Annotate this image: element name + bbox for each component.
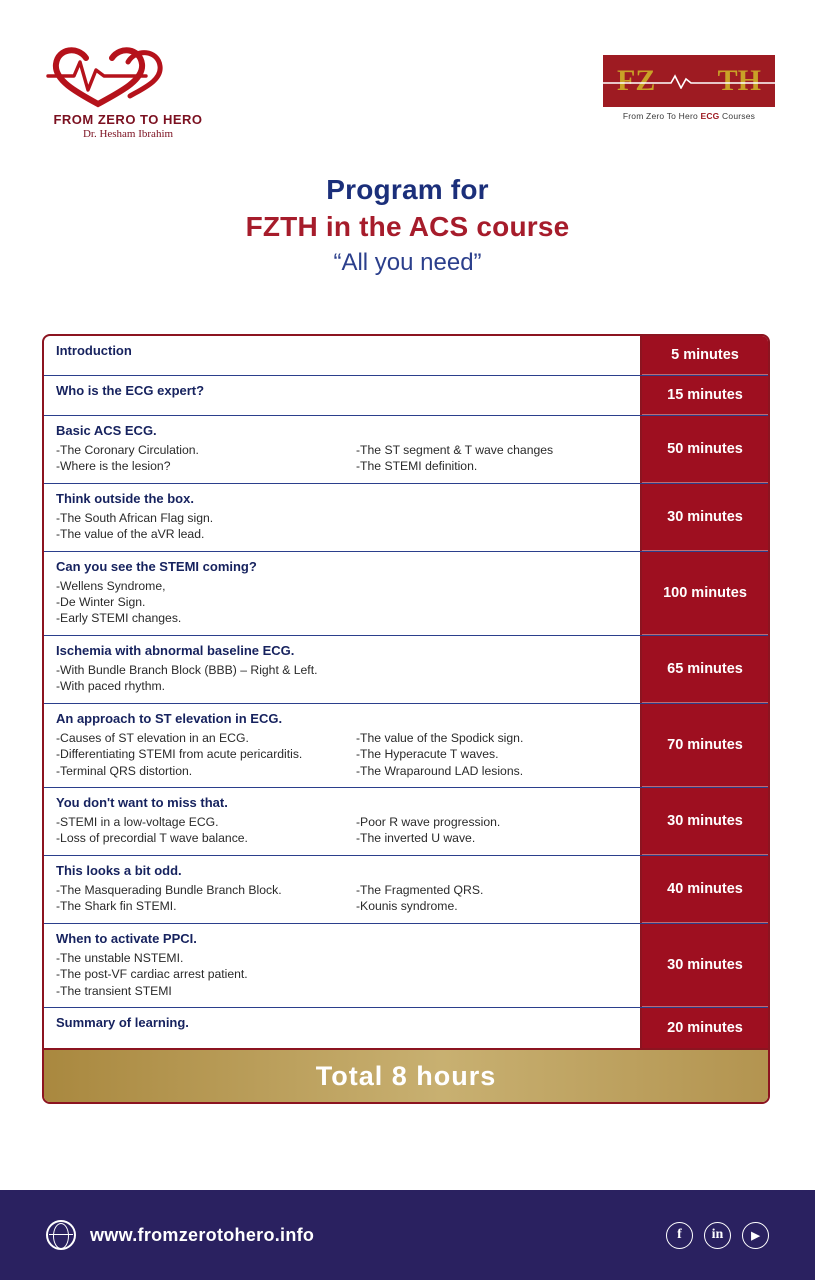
topic-subitem: -Terminal QRS distortion. <box>56 763 193 778</box>
topic-subitem-column <box>56 950 356 999</box>
topic-subitem: -The Fragmented QRS. <box>356 882 484 897</box>
table-cell-topic <box>44 1008 642 1048</box>
topic-subitem-column <box>56 882 356 915</box>
topic-subitem-column <box>56 814 356 847</box>
topic-subitem-column <box>56 578 356 627</box>
footer-website-group[interactable] <box>46 1220 314 1250</box>
linkedin-icon[interactable]: in <box>704 1222 731 1249</box>
topic-title: This looks a bit odd. <box>56 862 182 878</box>
topic-subitem: -STEMI in a low-voltage ECG. <box>56 814 219 829</box>
topic-subitem: -The inverted U wave. <box>356 831 476 846</box>
topic-subitem: -The Wraparound LAD lesions. <box>356 763 524 778</box>
logo-th-text: TH <box>717 64 761 97</box>
topic-subitem: -The post-VF cardiac arrest patient. <box>56 967 248 982</box>
topic-title: Summary of learning. <box>56 1015 189 1031</box>
topic-title: An approach to ST elevation in ECG. <box>56 710 283 726</box>
table-cell-duration: 20 minutes <box>642 1008 768 1048</box>
topic-subitem: -Loss of precordial T wave balance. <box>56 831 248 846</box>
page-title-line1: Program for <box>326 174 489 205</box>
program-table <box>42 334 770 1104</box>
topic-subitem-column <box>356 442 553 475</box>
logo-author-text: Dr. Hesham Ibrahim <box>82 128 174 140</box>
topic-subitem: -Kounis syndrome. <box>356 899 458 914</box>
social-links <box>666 1222 769 1249</box>
table-cell-duration: 5 minutes <box>642 336 768 375</box>
topic-subitem: -The transient STEMI <box>56 983 172 998</box>
topic-subitem: -Early STEMI changes. <box>56 611 182 626</box>
page-footer <box>0 1190 815 1280</box>
table-cell-duration: 100 minutes <box>642 552 768 635</box>
topic-subitems <box>56 510 630 543</box>
table-cell-topic <box>44 336 642 375</box>
topic-subitem: -The STEMI definition. <box>356 459 478 474</box>
topic-subitem-column <box>56 510 356 543</box>
page-header <box>0 0 815 160</box>
topic-subitem: -Wellens Syndrome, <box>56 578 166 593</box>
table-row <box>44 336 768 376</box>
table-cell-topic <box>44 552 642 635</box>
topic-subitem-column <box>356 730 536 779</box>
logo-from-zero-to-hero <box>28 40 228 140</box>
table-cell-duration: 40 minutes <box>642 856 768 923</box>
table-row <box>44 704 768 788</box>
ecg-waveform-icon <box>603 73 775 89</box>
topic-subitem-column <box>56 730 356 779</box>
table-cell-duration: 30 minutes <box>642 788 768 855</box>
topic-subitem: -With paced rhythm. <box>56 679 166 694</box>
logo-fzth-ecg-courses <box>603 55 775 121</box>
table-cell-duration: 65 minutes <box>642 636 768 703</box>
topic-subitems <box>56 950 630 999</box>
page-subtitle: “All you need” <box>333 249 482 276</box>
table-cell-duration: 50 minutes <box>642 416 768 483</box>
topic-subitem: -Poor R wave progression. <box>356 814 501 829</box>
facebook-icon[interactable]: f <box>666 1222 693 1249</box>
topic-subitem: -The Masquerading Bundle Branch Block. <box>56 882 282 897</box>
table-row <box>44 924 768 1008</box>
globe-icon <box>46 1220 76 1250</box>
topic-subitem: -The value of the Spodick sign. <box>356 730 524 745</box>
table-row <box>44 484 768 552</box>
topic-subitem: -The Hyperacute T waves. <box>356 747 499 762</box>
topic-subitem: -The Shark fin STEMI. <box>56 899 177 914</box>
table-row <box>44 636 768 704</box>
table-row <box>44 416 768 484</box>
table-row <box>44 856 768 924</box>
table-cell-topic <box>44 924 642 1007</box>
table-row <box>44 552 768 636</box>
topic-title: Ischemia with abnormal baseline ECG. <box>56 642 295 658</box>
logo-brand-text: FROM ZERO TO HERO <box>53 112 203 127</box>
topic-subitem: -The unstable NSTEMI. <box>56 950 184 965</box>
topic-subitem: -With Bundle Branch Block (BBB) – Right & Left. <box>56 662 318 677</box>
topic-subitems <box>56 730 630 779</box>
topic-subitem: -The value of the aVR lead. <box>56 527 205 542</box>
topic-subitem-column <box>56 662 356 695</box>
page-title-line2: FZTH in the ACS course <box>245 211 570 242</box>
topic-subitem-column <box>356 882 536 915</box>
table-row <box>44 1008 768 1048</box>
table-cell-duration: 30 minutes <box>642 484 768 551</box>
topic-title: Who is the ECG expert? <box>56 383 205 398</box>
table-cell-topic <box>44 788 642 855</box>
topic-subitems <box>56 882 630 915</box>
topic-title: Think outside the box. <box>56 490 194 506</box>
table-row <box>44 376 768 416</box>
logo-caption-post: Courses <box>719 111 756 121</box>
logo-fzth-box <box>603 55 775 107</box>
youtube-icon[interactable]: ▶ <box>742 1222 769 1249</box>
topic-subitem-column <box>56 442 356 475</box>
website-url[interactable]: www.fromzerotohero.info <box>90 1224 315 1245</box>
topic-subitem-column <box>356 814 536 847</box>
table-cell-duration: 15 minutes <box>642 376 768 415</box>
logo-caption <box>603 111 775 121</box>
topic-subitem: -Differentiating STEMI from acute pericarditis. <box>56 747 303 762</box>
logo-caption-pre: From Zero To Hero <box>622 111 701 121</box>
topic-subitems <box>56 578 630 627</box>
topic-subitem: -De Winter Sign. <box>56 595 146 610</box>
topic-title: You don't want to miss that. <box>56 795 228 811</box>
topic-subitem: -Where is the lesion? <box>56 459 171 474</box>
table-cell-topic <box>44 856 642 923</box>
table-cell-duration: 70 minutes <box>642 704 768 787</box>
heart-ecg-icon <box>28 40 228 110</box>
topic-title: Basic ACS ECG. <box>56 423 157 438</box>
table-cell-topic <box>44 484 642 551</box>
page-title-block <box>0 174 815 277</box>
table-cell-topic <box>44 416 642 483</box>
topic-subitems <box>56 662 630 695</box>
table-cell-duration: 30 minutes <box>642 924 768 1007</box>
topic-subitem: -Causes of ST elevation in an ECG. <box>56 730 249 745</box>
topic-subitem: -The Coronary Circulation. <box>56 442 199 457</box>
logo-caption-ecg: ECG <box>700 111 720 121</box>
table-row <box>44 788 768 856</box>
table-cell-topic <box>44 376 642 415</box>
topic-title: When to activate PPCI. <box>56 930 197 946</box>
topic-subitem: -The ST segment & T wave changes <box>356 442 554 457</box>
logo-fz-text: FZ <box>617 64 656 97</box>
table-cell-topic <box>44 704 642 787</box>
table-cell-topic <box>44 636 642 703</box>
topic-subitem: -The South African Flag sign. <box>56 510 214 525</box>
topic-title: Introduction <box>56 343 132 358</box>
topic-subitems <box>56 442 630 475</box>
topic-subitems <box>56 814 630 847</box>
total-duration-bar: Total 8 hours <box>44 1048 768 1102</box>
topic-title: Can you see the STEMI coming? <box>56 558 257 574</box>
